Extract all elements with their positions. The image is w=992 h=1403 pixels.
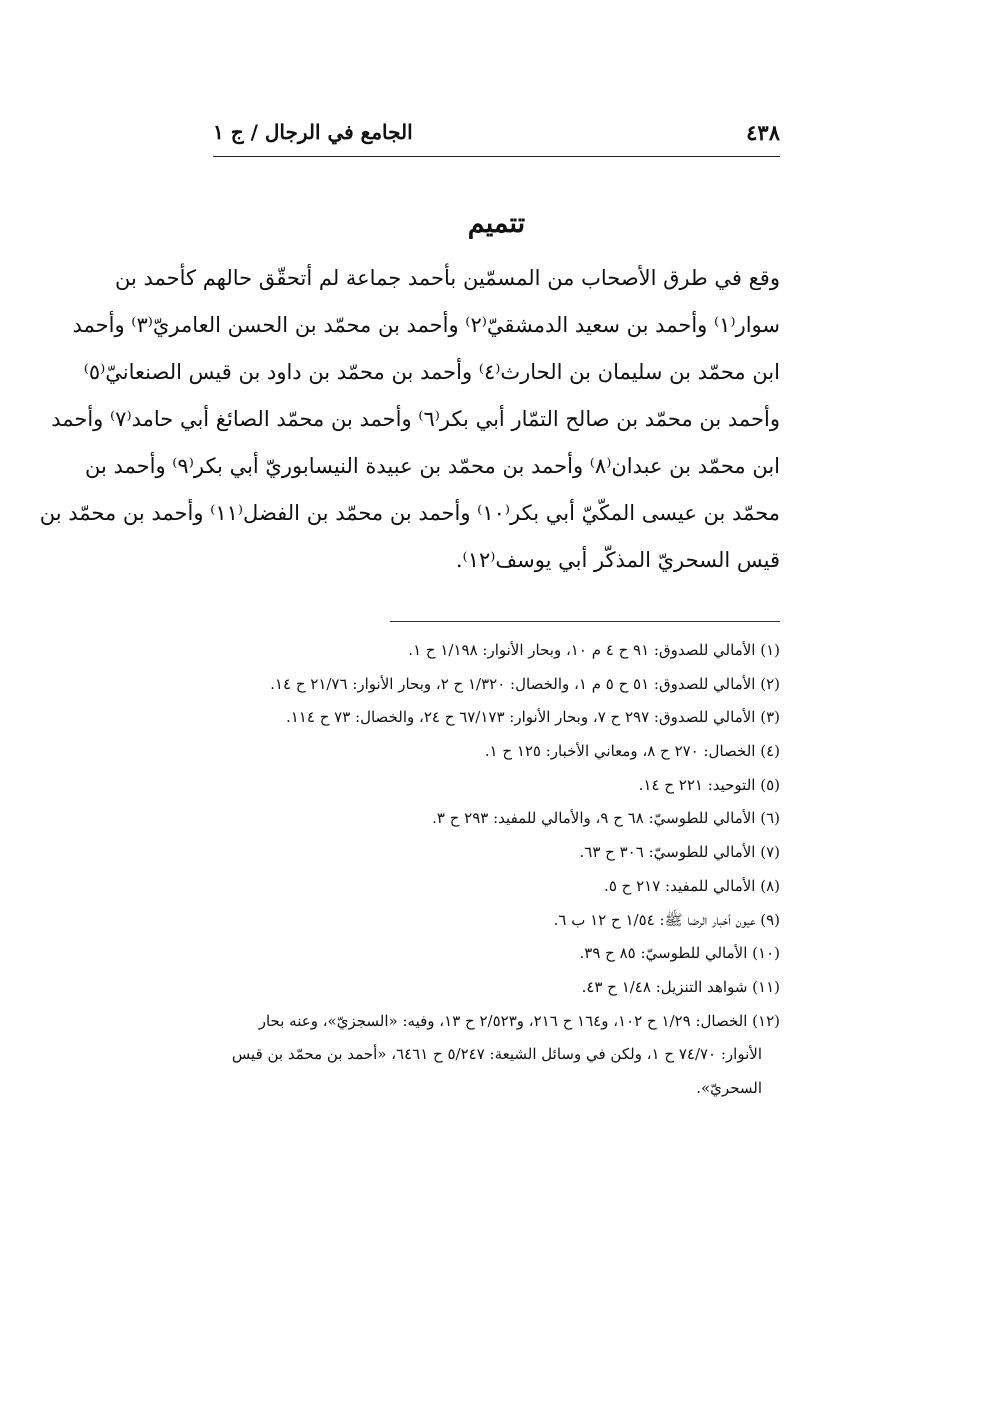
page-header: [213, 116, 780, 157]
body-line: وقع في طرق الأصحاب من المسمّين بأحمد جماعة لم أتحقّق حالهم كأحمد بن: [114, 266, 780, 290]
footnote: (١١) شواهد التنزيل: ١/٤٨ ح ٤٣.: [581, 977, 780, 996]
footnote: (٤) الخصال: ٢٧٠ ح ٨، ومعاني الأخبار: ١٢٥ ح ١.: [484, 742, 780, 761]
body-line: وأحمد بن محمّد بن صالح التمّار أبي بكر⁽٦⁾ وأحمد بن محمّد الصائغ أبي حامد⁽٧⁾ وأحمد: [51, 407, 780, 431]
body-line: سوار⁽١⁾ وأحمد بن سعيد الدمشقيّ⁽٢⁾ وأحمد بن محمّد بن الحسن العامريّ⁽٣⁾ وأحمد: [72, 313, 780, 337]
footnote-continuation: الأنوار: ٧٤/٧٠ ح ١، ولكن في وسائل الشيعة: ٥/٢٤٧ ح ٦٤٦١، «أحمد بن محمّد بن قيس: [231, 1045, 762, 1064]
footnote: (١) الأمالي للصدوق: ٩١ ح ٤ م ١٠، وبحار الأنوار: ١/١٩٨ ح ١.: [408, 641, 780, 659]
footnote: (٨) الأمالي للمفيد: ٢١٧ ح ٥.: [604, 876, 780, 895]
footnote: (٦) الأمالي للطوسيّ: ٦٨ ح ٩، والأمالي للمفيد: ٢٩٣ ح ٣.: [432, 809, 780, 828]
footnote: (١٢) الخصال: ١/٢٩ ح ١٠٢، و١٦٤ ح ٢١٦، و٢/٥٢٣ ح ١٣، وفيه: «السجزيّ»، وعنه بحار: [258, 1011, 780, 1030]
footnote: (٩) عيون أخبار الرضا ﷺ: ١/٥٤ ح ١٢ ب ٦.: [553, 910, 780, 929]
body-paragraph: [39, 255, 780, 584]
body-line: ابن محمّد بن عبدان⁽٨⁾ وأحمد بن محمّد بن عبيدة النيسابوريّ أبي بكر⁽٩⁾ وأحمد بن: [84, 454, 780, 478]
footnote: (٧) الأمالي للطوسيّ: ٣٠٦ ح ٦٣.: [579, 843, 780, 862]
page-number: ٤٣٨: [746, 120, 780, 145]
running-title: الجامع في الرجال / ج ١: [213, 120, 413, 144]
footnote-continuation: السحريّ».: [696, 1078, 762, 1097]
body-line: ابن محمّد بن سليمان بن الحارث⁽٤⁾ وأحمد بن محمّد بن داود بن قيس الصنعانيّ⁽٥⁾: [83, 360, 780, 384]
footnote: (٥) التوحيد: ٢٢١ ح ١٤.: [638, 775, 780, 794]
footnote: (٢) الأمالي للصدوق: ٥١ ح ٥ م ١، والخصال: ١/٣٢٠ ح ٢، وبحار الأنوار: ٢١/٧٦ ح ١٤.: [270, 674, 780, 693]
footnote: (١٠) الأمالي للطوسيّ: ٨٥ ح ٣٩.: [579, 944, 780, 963]
footnote-separator: [390, 621, 780, 622]
footnotes: [213, 634, 780, 1106]
section-title: تتميم: [467, 208, 526, 239]
body-line: قيس السحريّ المذكّر أبي يوسف⁽١٢⁾.: [455, 548, 780, 572]
body-line: محمّد بن عيسى المكّيّ أبي بكر⁽١٠⁾ وأحمد بن محمّد بن الفضل⁽١١⁾ وأحمد بن محمّد بن: [39, 501, 780, 525]
footnote: (٣) الأمالي للصدوق: ٢٩٧ ح ٧، وبحار الأنوار: ٦٧/١٧٣ ح ٢٤، والخصال: ٧٣ ح ١١٤.: [285, 708, 780, 727]
